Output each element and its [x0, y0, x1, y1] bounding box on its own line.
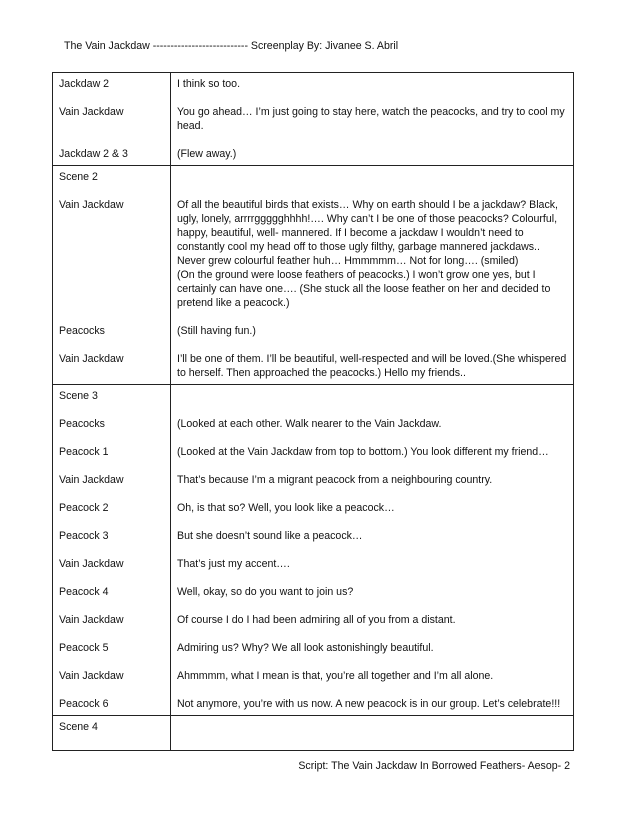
speaker-name: Vain Jackdaw: [59, 558, 124, 570]
speaker-name: Vain Jackdaw: [59, 474, 124, 486]
dialogue-line: That’s because I’m a migrant peacock from a neighbouring country.: [177, 474, 493, 486]
speaker-name: Vain Jackdaw: [59, 670, 124, 682]
speaker-name: Peacock 5: [59, 642, 109, 654]
speaker-name: Vain Jackdaw: [59, 614, 124, 626]
table-row: [53, 716, 574, 751]
scene-heading: Scene 3: [59, 390, 98, 402]
page-footer: Script: The Vain Jackdaw In Borrowed Feathers- Aesop- 2: [298, 760, 570, 772]
dialogue-line: (Looked at the Vain Jackdaw from top to bottom.) You look different my friend…: [177, 446, 549, 458]
dialogue-line: [177, 170, 568, 184]
dialogue-line: Admiring us? Why? We all look astonishingly beautiful.: [177, 642, 434, 654]
dialogue-line: Ahmmmm, what I mean is that, you’re all together and I’m all alone.: [177, 670, 494, 682]
speaker-column: [53, 385, 171, 716]
dialogue-line: (Flew away.): [177, 148, 237, 160]
page-header: The Vain Jackdaw --------------------------- Screenplay By: Jivanee S. Abril: [64, 40, 399, 52]
dialogue-column: [171, 716, 574, 751]
scene-heading: Scene 4: [53, 716, 171, 751]
dialogue-line: (Still having fun.): [177, 325, 256, 337]
speaker-name: Peacock 1: [59, 446, 109, 458]
dialogue-line: But she doesn’t sound like a peacock…: [177, 530, 363, 542]
dialogue-line: (On the ground were loose feathers of peacocks.) I won’t grow one yes, but I certainly can have one…. (She stuck all the loose feather on her and decided to pretend like a peacock.): [177, 269, 551, 309]
dialogue-line: Oh, is that so? Well, you look like a peacock…: [177, 502, 395, 514]
dialogue-line: Of course I do I had been admiring all of you from a distant.: [177, 614, 456, 626]
speaker-column: [53, 166, 171, 385]
table-row: [53, 73, 574, 166]
dialogue-column: [171, 166, 574, 385]
speaker-name: Vain Jackdaw: [59, 353, 124, 365]
dialogue-line: (Looked at each other. Walk nearer to the Vain Jackdaw.: [177, 418, 442, 430]
speaker-name: Vain Jackdaw: [59, 106, 124, 118]
speaker-name: Jackdaw 2 & 3: [59, 148, 128, 160]
table-row: [53, 166, 574, 385]
dialogue-line: You go ahead… I’m just going to stay here, watch the peacocks, and try to cool my head.: [177, 106, 565, 132]
table-row: [53, 385, 574, 716]
speaker-name: Peacocks: [59, 418, 105, 430]
dialogue-line: That’s just my accent….: [177, 558, 290, 570]
dialogue-line: Well, okay, so do you want to join us?: [177, 586, 354, 598]
speaker-name: Peacock 4: [59, 586, 109, 598]
speaker-name: Peacock 6: [59, 698, 109, 710]
dialogue-line: I think so too.: [177, 78, 241, 90]
speaker-name: Peacock 3: [59, 530, 109, 542]
speaker-name: Jackdaw 2: [59, 78, 110, 90]
dialogue-line: [177, 389, 568, 403]
speaker-name: Peacock 2: [59, 502, 109, 514]
scene-heading: Scene 2: [59, 171, 98, 183]
script-table: [52, 72, 574, 751]
speaker-name: Peacocks: [59, 325, 105, 337]
dialogue-line: Of all the beautiful birds that exists… Why on earth should I be a jackdaw? Black, ugly, lonely, arrrrggggghhhh!…. Why can’t I be one of those peacocks? Colourful, happy, beautiful, well- mannered. If I become a jackdaw I wouldn’t need to constantly cool my head off to those ugly filthy, garbage mannered jackdaws.. Never grew colourful feather huh… Hmmmmm… Not for long…. (smiled): [177, 199, 558, 267]
dialogue-line: I’ll be one of them. I’ll be beautiful, well-respected and will be loved.(She whispered to herself. Then approached the peacocks.) Hello my friends..: [177, 353, 567, 379]
dialogue-column: [171, 385, 574, 716]
speaker-name: Vain Jackdaw: [59, 199, 124, 211]
dialogue-column: [171, 73, 574, 166]
speaker-column: [53, 73, 171, 166]
dialogue-line: Not anymore, you’re with us now. A new peacock is in our group. Let’s celebrate!!!: [177, 698, 561, 710]
